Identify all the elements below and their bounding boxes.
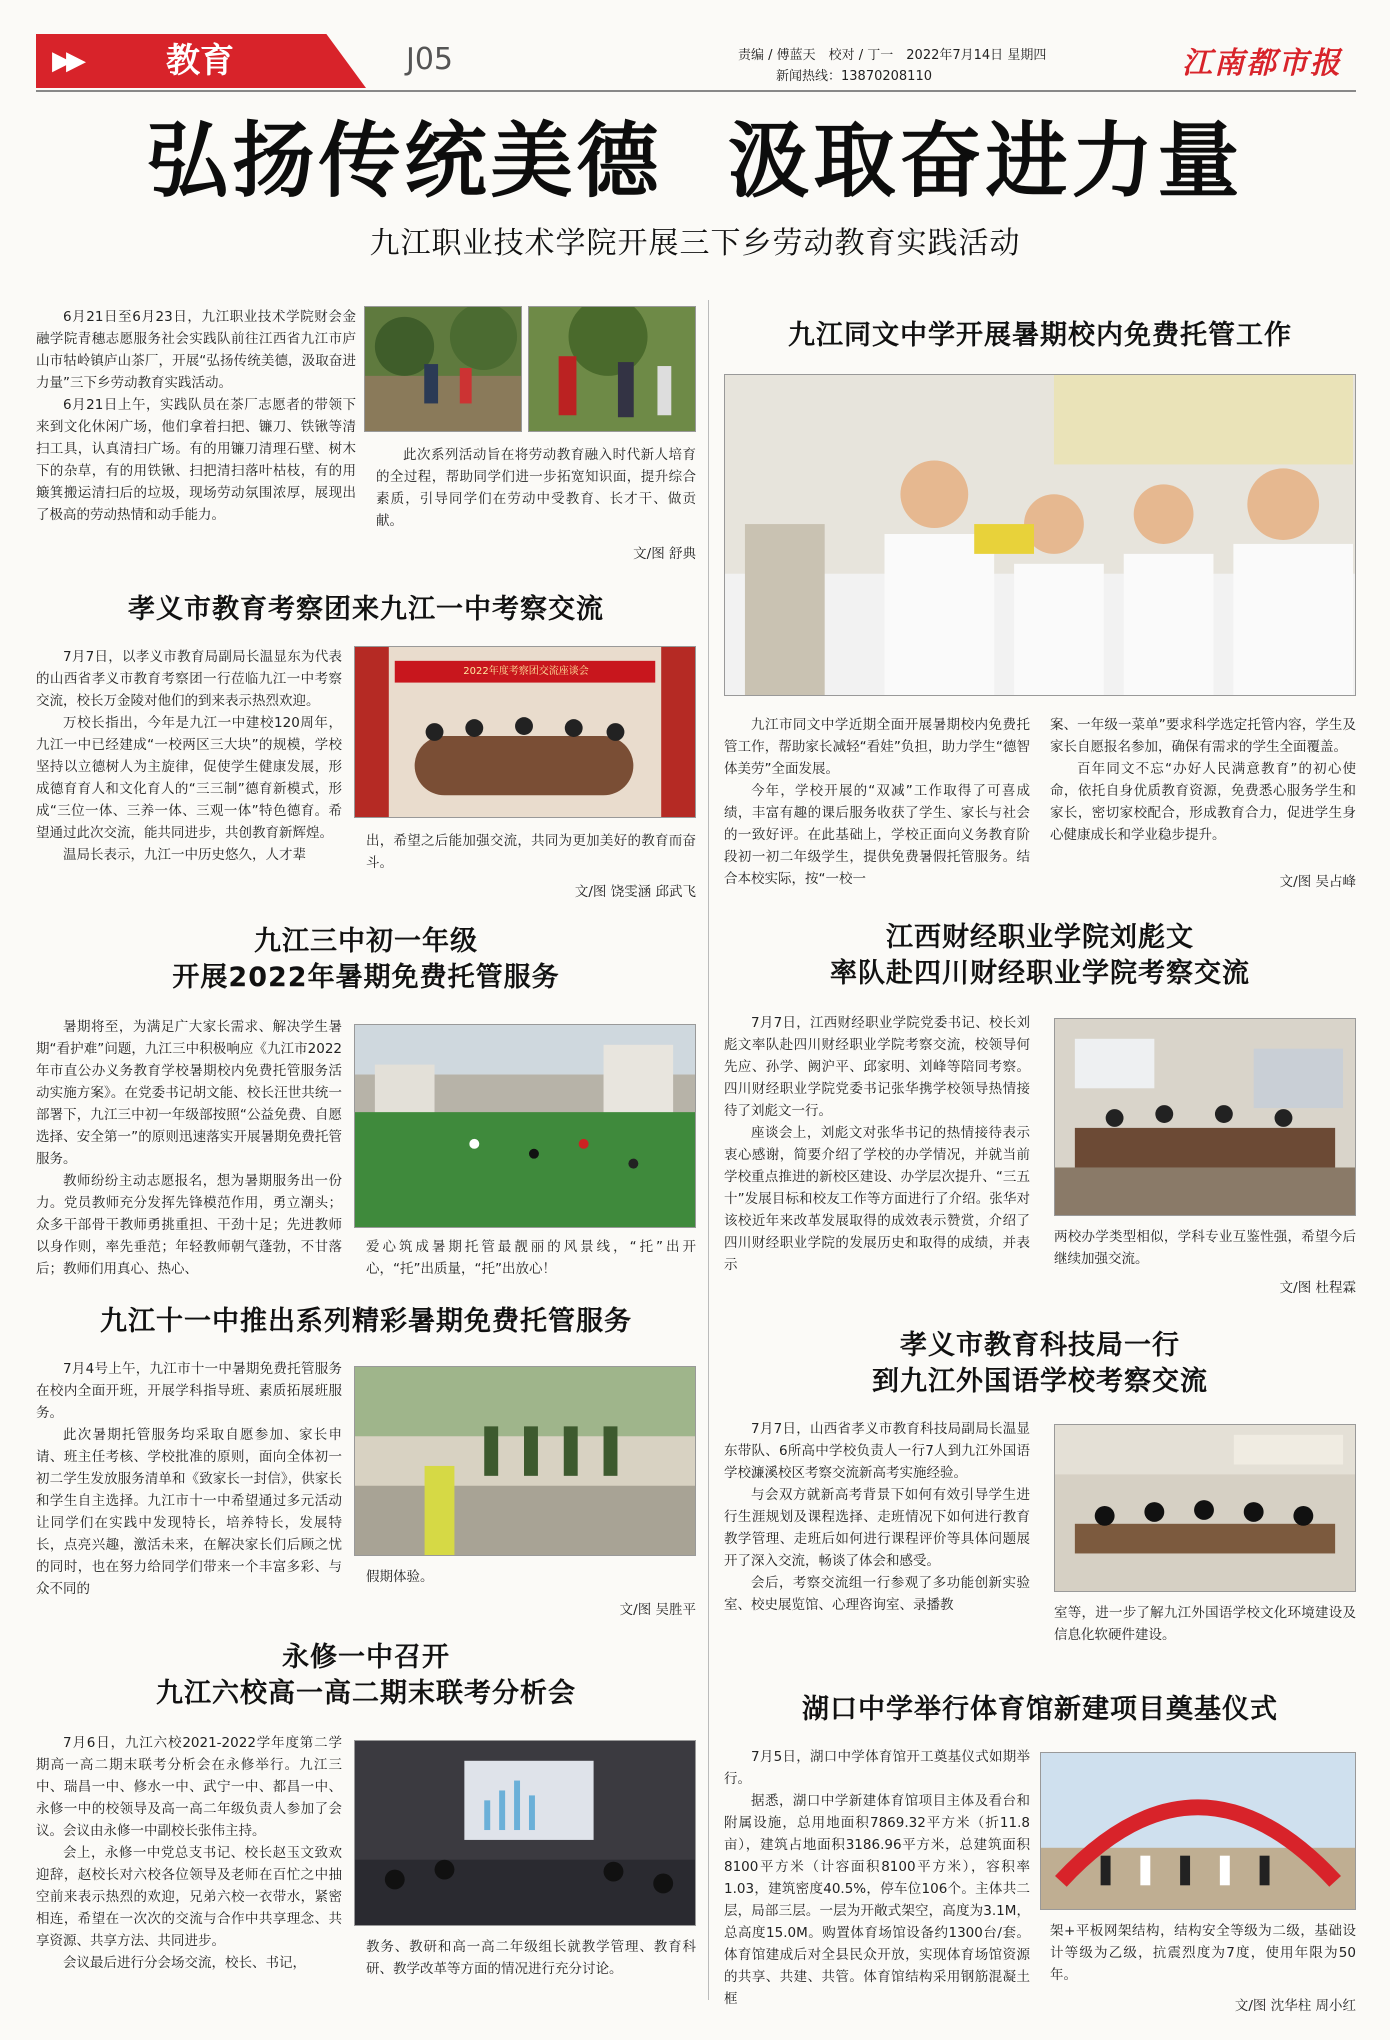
article-paragraph: 座谈会上，刘彪文对张华书记的热情接待表示衷心感谢，简要介绍了学校的办学情况，并就当前学校重点推进的新校区建设、办学层次提升、“三五十”发展目标和校友工作等方面进行了介绍。张华对该校近年来改革发展取得的成效表示赞赏，介绍了四川财经职业学院的发展历史和取得的成绩，并表示 — [724, 1125, 1030, 1273]
photo-seminar-room — [1054, 1424, 1356, 1592]
article-paragraph: 今年，学校开展的“双减”工作取得了可喜成绩，丰富有趣的课后服务收获了学生、家长与社会的一致好评。在此基础上，学校正面向义务教育阶段初一初二年级学生，提供免费暑假托管服务。结合本校实际，按“一校一 — [724, 783, 1030, 887]
page-number: J05 — [406, 42, 454, 77]
article-paragraph: 此次暑期托管服务均采取自愿参加、家长申请、班主任考核、学校批准的原则，面向全体初一初二学生发放服务清单和《致家长一封信》，供家长和学生自主选择。九江市十一中希望通过多元活动让同学们在实践中发现特长，培养特长，发展特长，点亮兴趣，激活未来，在解决家长们后顾之忧的同时，也在努力给同学们带来一个丰富多彩、与众不同的 — [36, 1427, 342, 1597]
article-paragraph: 7月7日，以孝义市教育局副局长温显东为代表的山西省孝义市教育考察团一行莅临九江一中考察交流，校长万金陵对他们的到来表示热烈欢迎。 — [36, 649, 342, 709]
article-paragraph: 案、一年级一菜单”要求科学选定托管内容，学生及家长自愿报名参加，确保有需求的学生全面覆盖。 — [1050, 717, 1356, 755]
hotline: 新闻热线：13870208110 — [776, 69, 932, 84]
article-paragraph: 万校长指出，今年是九江一中建校120周年，九江一中已经建成“一校两区三大块”的规模，学校坚持以立德树人为主旋律，促使学生健康发展，形成德育育人和文化育人的“三三制”德育新模式，形成“三位一体、三养一体、三观一体”特色德育。希望通过此次交流，能共同进步，共创教育新辉煌。 — [36, 715, 342, 841]
article-yongxiu-no1 — [36, 1732, 696, 2022]
article-paragraph: 7月7日，山西省孝义市教育科技局副局长温显东带队、6所高中学校负责人一行7人到九江外国语学校濂溪校区考察交流新高考实施经验。 — [724, 1421, 1030, 1481]
article-paragraph: 室等，进一步了解九江外国语学校文化环境建设及信息化软硬件建设。 — [1054, 1605, 1356, 1643]
article-paragraph: 假期体验。 — [366, 1569, 434, 1585]
article-title: 九江同文中学开展暑期校内免费托管工作 — [788, 320, 1292, 351]
article-paragraph: 两校办学类型相似，学科专业互鉴性强，希望今后继续加强交流。 — [1054, 1229, 1356, 1267]
photo-groundbreaking — [1040, 1752, 1356, 1910]
masthead-logo: 江南都市报 — [1182, 46, 1342, 81]
article-paragraph: 此次系列活动旨在将劳动教育融入时代新人培育的全过程，帮助同学们进一步拓宽知识面，提升综合素质，引导同学们在劳动中受教育、长才干、做贡献。 — [376, 447, 696, 529]
photo-dance-class — [354, 1366, 696, 1556]
article-title: 九江六校高一高二期末联考分析会 — [156, 1678, 576, 1709]
article-title: 九江三中初一年级 — [254, 926, 478, 957]
article-title: 到九江外国语学校考察交流 — [872, 1366, 1208, 1397]
article-paragraph: 7月5日，湖口中学体育馆开工奠基仪式如期举行。 — [724, 1749, 1030, 1787]
photo-conference-room — [1054, 1018, 1356, 1216]
byline: 文/图 沈华柱 周小红 — [1234, 1998, 1356, 2014]
article-paragraph: 暑期将至，为满足广大家长需求、解决学生暑期“看护难”问题，九江三中积极响应《九江市2022年市直公办义务教育学校暑期校内免费托管服务活动实施方案》。在党委书记胡文能、校长汪世共统一部署下，九江三中初一年级部按照“公益免费、自愿选择、安全第一”的原则迅速落实开展暑期免费托管服务。 — [36, 1019, 342, 1167]
article-title: 开展2022年暑期免费托管服务 — [172, 962, 560, 993]
byline: 文/图 吴胜平 — [619, 1602, 696, 1618]
article-jiujiang-no11 — [36, 1358, 696, 1628]
photo-football-field — [354, 1024, 696, 1228]
article-jiangxi-finance — [724, 1012, 1356, 1302]
article-paragraph: 温局长表示，九江一中历史悠久，人才辈 — [63, 847, 306, 863]
column-divider — [708, 300, 709, 2000]
article-paragraph: 百年同文不忘“办好人民满意教育”的初心使命，依托自身优质教育资源，免费悉心服务学生和家长，密切家校配合，形成教育合力，促进学生身心健康成长和学业稳步提升。 — [1050, 761, 1356, 843]
article-paragraph: 架+平板网架结构，结构安全等级为二级，基础设计等级为乙级，抗震烈度为7度，使用年限为50年。 — [1050, 1923, 1356, 1983]
article-paragraph: 7月7日，江西财经职业学院党委书记、校长刘彪文率队赴四川财经职业学院考察交流，校领导何先应、孙学、阙沪平、邱家明、刘峰等陪同考察。四川财经职业学院党委书记张华携学校领导热情接待了刘彪文一行。 — [724, 1015, 1030, 1119]
article-paragraph: 教务、教研和高一高二年级组长就教学管理、教育科研、教学改革等方面的情况进行充分讨论。 — [366, 1939, 696, 1977]
article-title: 孝义市教育科技局一行 — [900, 1330, 1180, 1361]
article-paragraph: 6月21日上午，实践队员在茶厂志愿者的带领下来到文化休闲广场，他们拿着扫把、镰刀、铁锹等清扫工具，认真清扫广场。有的用镰刀清理石壁、树木下的杂草，有的用铁锹、扫把清扫落叶枯枝，有的用簸箕搬运清扫后的垃圾，现场劳动氛围浓厚，展现出了极高的劳动热情和动手能力。 — [36, 397, 356, 523]
photo-tongwen-students — [724, 374, 1356, 696]
article-paragraph: 据悉，湖口中学新建体育馆项目主体及看台和附属设施，总用地面积7869.32平方米（折11.8亩），建筑占地面积3186.96平方米，总建筑面积8100平方米（计容面积8100平方米），容积率1.03，建筑密度40.5%，停车位106个。主体共二层，局部三层。一层为开敞式架空，高度为3.1M，总高度15.0M。购置体育场馆设备约1300台/套。体育馆建成后对全县民众开放，实现体育场馆资源的共享、共建、共管。体育馆结构采用钢筋混凝土框 — [724, 1793, 1030, 2007]
sub-headline: 九江职业技术学院开展三下乡劳动教育实践活动 — [369, 226, 1021, 261]
article-paragraph: 教师纷纷主动志愿报名，想为暑期服务出一份力。党员教师充分发挥先锋模范作用，勇立潮头；众多干部骨干教师勇挑重担、干劲十足；先进教师以身作则，率先垂范；年轻教师朝气蓬勃，不甘落后；教师们用真心、热心、 — [36, 1173, 342, 1277]
meeting-banner-text: 2022年度考察团交流座谈会 — [463, 666, 589, 677]
article-title: 江西财经职业学院刘彪文 — [886, 922, 1194, 953]
photo-cleaning-2 — [528, 306, 696, 432]
article-hukou-gym — [724, 1746, 1356, 2026]
section-title: 教育 — [166, 41, 234, 81]
article-title: 永修一中召开 — [282, 1642, 450, 1673]
article-paragraph: 6月21日至6月23日，九江职业技术学院财会金融学院青穗志愿服务社会实践队前往江西省九江市庐山市牯岭镇庐山茶厂，开展“弘扬传统美德，汲取奋进力量”三下乡劳动教育实践活动。 — [36, 309, 356, 391]
photo-cleaning-1 — [364, 306, 522, 432]
byline: 文/图 饶雯涵 邱武飞 — [574, 884, 696, 900]
main-headline: 弘扬传统美德 汲取奋进力量 — [146, 114, 1244, 209]
article-labor-education — [36, 306, 696, 576]
header-rule — [36, 90, 1356, 92]
photo-analysis-meeting — [354, 1740, 696, 1926]
header-bar — [36, 34, 1356, 92]
article-title: 孝义市教育考察团来九江一中考察交流 — [128, 594, 604, 625]
article-paragraph: 7月4号上午，九江市十一中暑期免费托管服务在校内全面开班，开展学科指导班、素质拓展班服务。 — [36, 1361, 342, 1421]
editor-line: 责编 / 傅蓝天 校对 / 丁一 2022年7月14日 星期四 — [738, 48, 1047, 63]
double-arrow-icon: ▶▶ — [52, 46, 80, 76]
article-title: 湖口中学举行体育馆新建项目奠基仪式 — [802, 1694, 1278, 1725]
article-title: 九江十一中推出系列精彩暑期免费托管服务 — [100, 1306, 632, 1337]
byline: 文/图 舒典 — [633, 546, 696, 562]
article-tongwen — [724, 714, 1356, 894]
article-xiaoyi-foreign-language — [724, 1418, 1356, 1668]
article-paragraph: 爱心筑成暑期托管最靓丽的风景线，“托”出开心，“托”出质量，“托”出放心！ — [366, 1239, 696, 1277]
byline: 文/图 杜程霖 — [1279, 1280, 1356, 1296]
article-jiujiang-no3 — [36, 1016, 696, 1276]
article-xiaoyi-jiujiang-no1 — [36, 646, 696, 900]
article-paragraph: 九江市同文中学近期全面开展暑期校内免费托管工作，帮助家长减轻“看娃”负担，助力学生“德智体美劳”全面发展。 — [724, 717, 1030, 777]
article-title: 率队赴四川财经职业学院考察交流 — [830, 958, 1250, 989]
article-paragraph: 会后，考察交流组一行参观了多功能创新实验室、校史展览馆、心理咨询室、录播教 — [724, 1575, 1030, 1613]
article-paragraph: 会上，永修一中党总支书记、校长赵玉文致欢迎辞，赵校长对六校各位领导及老师在百忙之中抽空前来表示热烈的欢迎，兄弟六校一衣带水，紧密相连，希望在一次次的交流与合作中共享理念、共享资源、共享方法、共同进步。 — [36, 1845, 342, 1949]
article-paragraph: 出，希望之后能加强交流，共同为更加美好的教育而奋斗。 — [366, 833, 696, 871]
article-paragraph: 会议最后进行分会场交流，校长、书记， — [63, 1955, 306, 1971]
photo-meeting-room — [354, 646, 696, 818]
article-paragraph: 7月6日，九江六校2021-2022学年度第二学期高一高二期末联考分析会在永修举行。九江三中、瑞昌一中、修水一中、武宁一中、都昌一中、永修一中的校领导及高一高二年级负责人参加了会议。会议由永修一中副校长张伟主持。 — [36, 1735, 342, 1839]
article-paragraph: 与会双方就新高考背景下如何有效引导学生进行生涯规划及课程选择、走班情况下如何进行教育教学管理、走班后如何进行课程评价等具体问题展开了深入交流，畅谈了体会和感受。 — [724, 1487, 1030, 1569]
byline: 文/图 吴占峰 — [1279, 874, 1356, 890]
